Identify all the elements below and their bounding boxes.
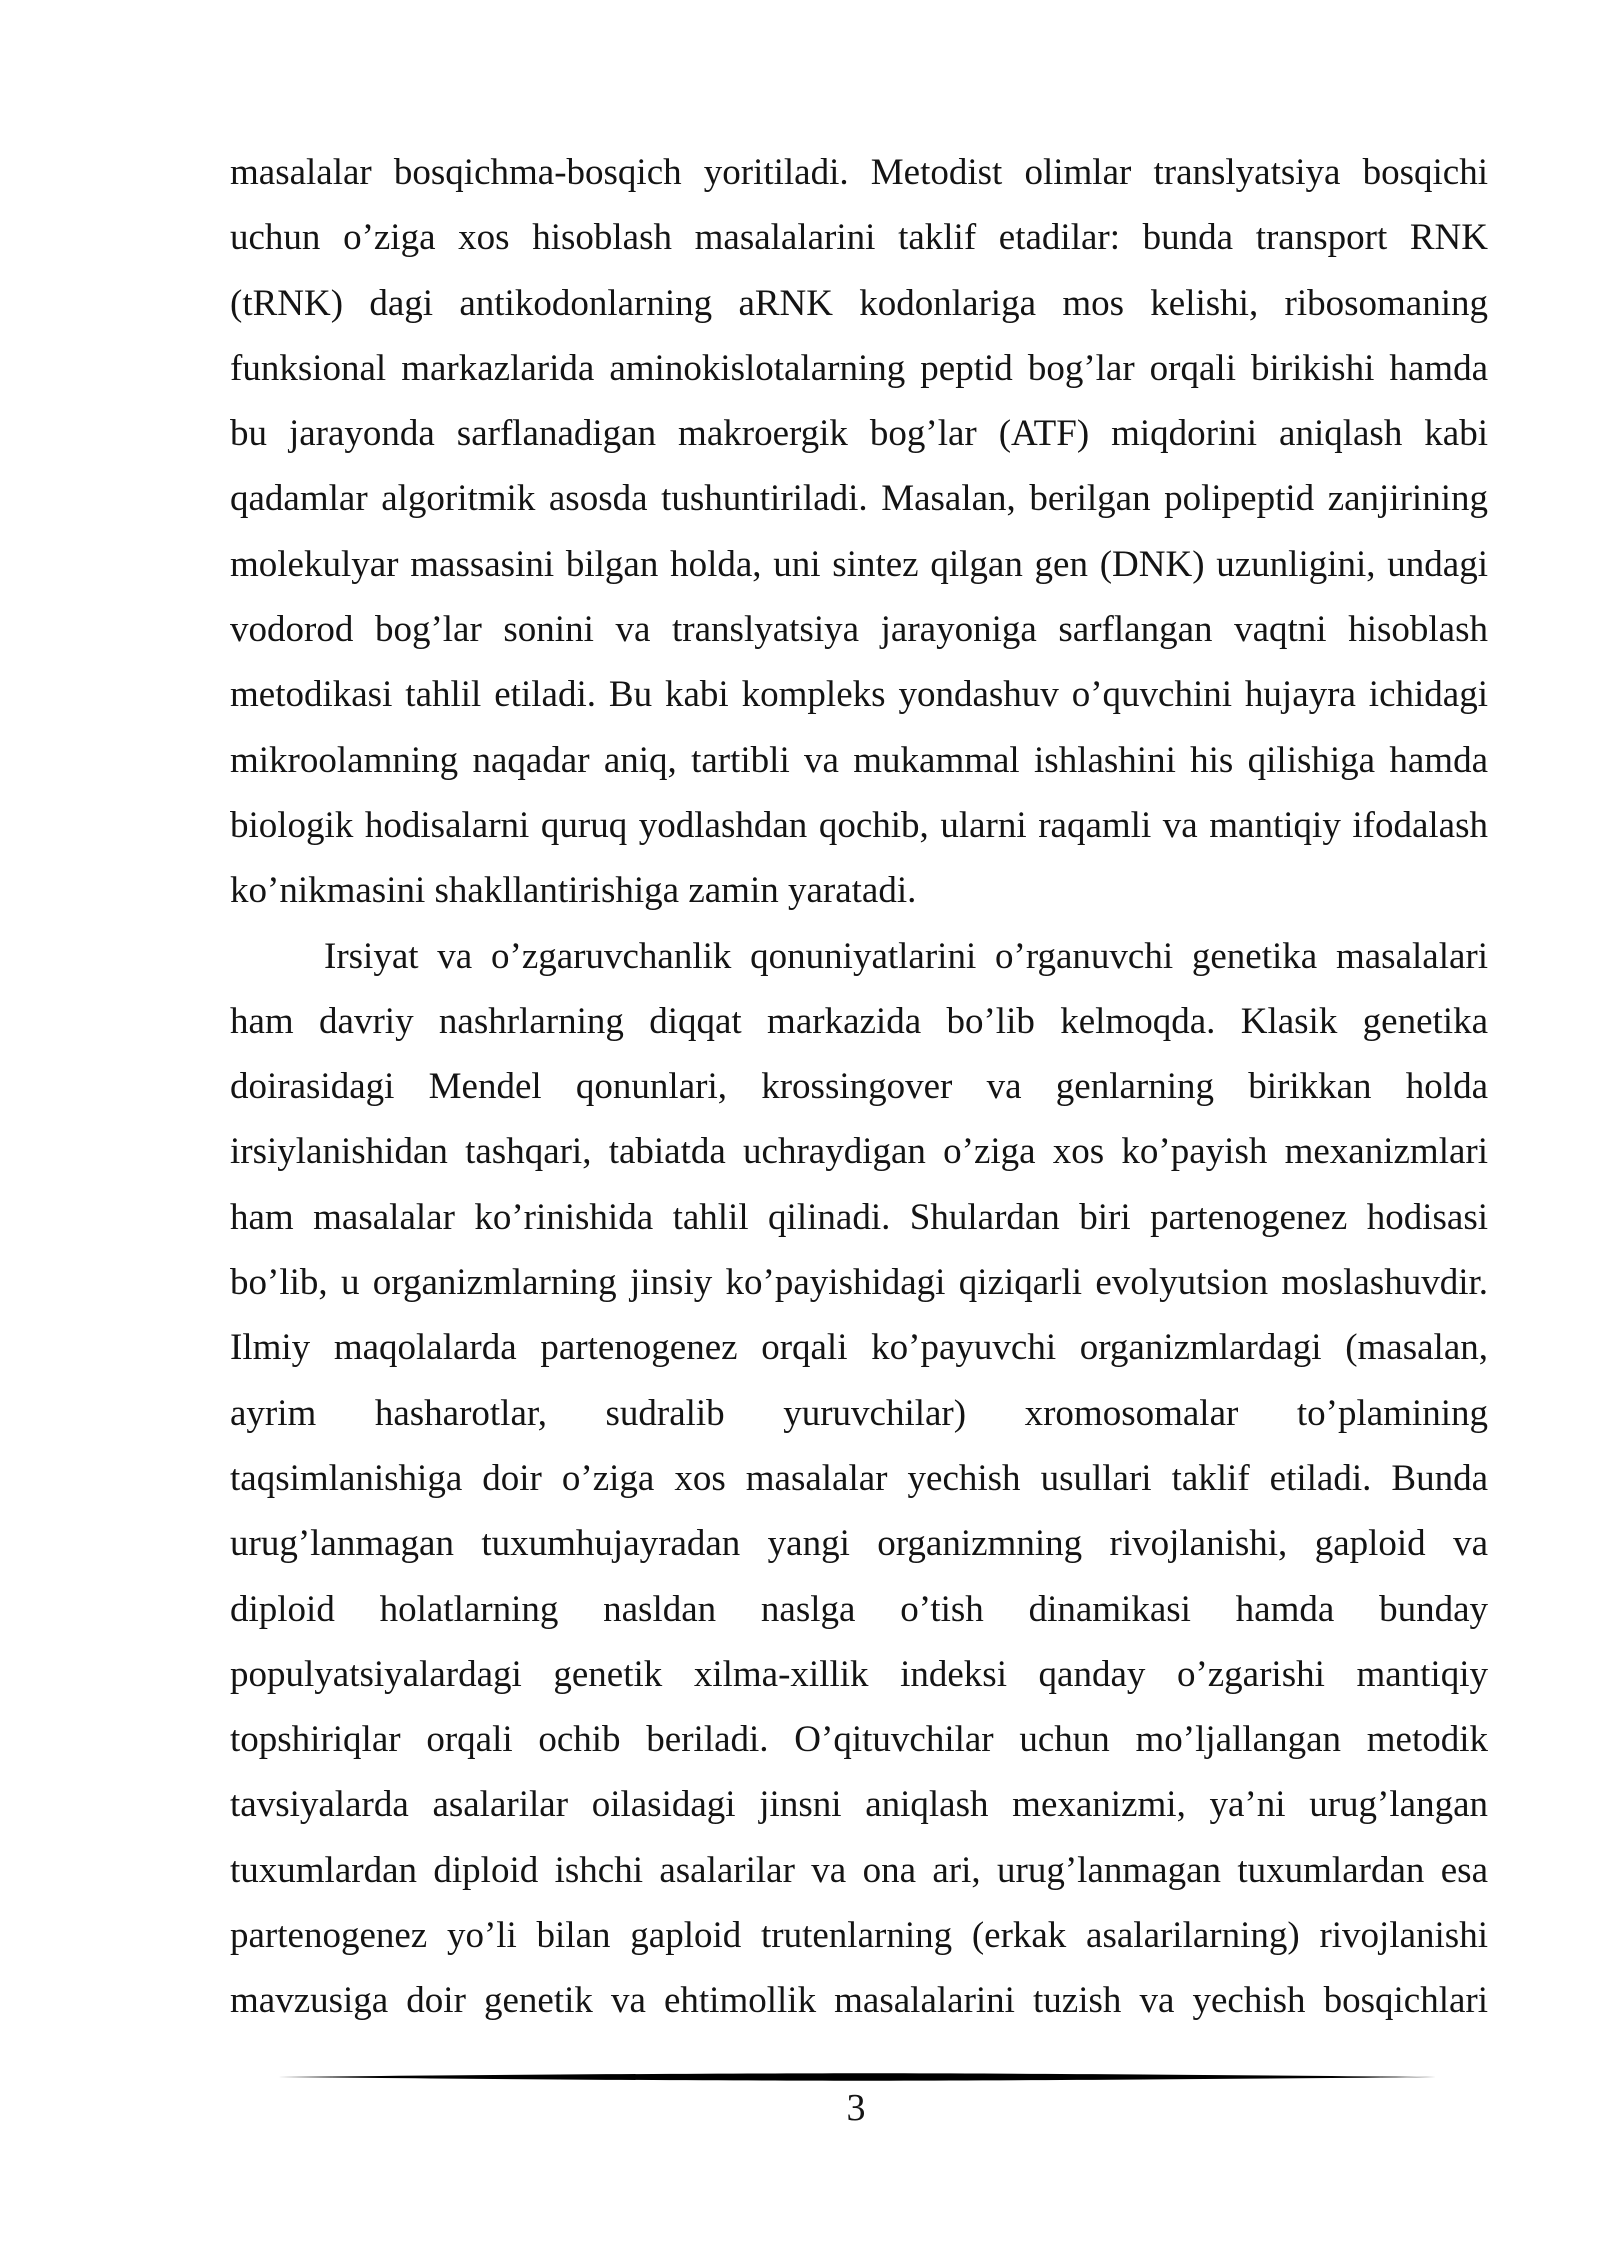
text-line: tavsiyalarda asalarilar oilasidagi jinsni aniqlash mexanizmi, ya’ni urug’langan xyxy=(230,1784,1488,1826)
paragraph-first-line: Irsiyat va o’zgaruvchanlik qonuniyatlarini o’rganuvchi genetika masalalari xyxy=(324,935,1488,977)
text-line: ham davriy nashrlarning diqqat markazida bo’lib kelmoqda. Klasik genetika xyxy=(230,1000,1488,1042)
text-line: qadamlar algoritmik asosda tushuntiriladi. Masalan, berilgan polipeptid zanjirining xyxy=(230,478,1488,520)
text-line: topshiriqlar orqali ochib beriladi. O’qituvchilar uchun mo’ljallangan metodik xyxy=(230,1719,1488,1761)
text-line: bu jarayonda sarflanadigan makroergik bog’lar (ATF) miqdorini aniqlash kabi xyxy=(230,413,1488,455)
text-line: irsiylanishidan tashqari, tabiatda uchraydigan o’ziga xos ko’payish mexanizmlari xyxy=(230,1131,1488,1173)
text-line: urug’lanmagan tuxumhujayradan yangi organizmning rivojlanishi, gaploid va xyxy=(230,1523,1488,1565)
text-line: masalalar bosqichma-bosqich yoritiladi. Metodist olimlar translyatsiya bosqichi xyxy=(230,152,1488,193)
text-line: mavzusiga doir genetik va ehtimollik masalalarini tuzish va yechish bosqichlari xyxy=(230,1980,1488,2022)
text-line: ayrim hasharotlar, sudralib yuruvchilar) xromosomalar to’plamining xyxy=(230,1392,1488,1434)
text-line: partenogenez yo’li bilan gaploid trutenlarning (erkak asalarilarning) rivojlanishi xyxy=(230,1915,1488,1957)
text-line: biologik hodisalarni quruq yodlashdan qochib, ularni raqamli va mantiqiy ifodalash xyxy=(230,804,1488,846)
footer-rule xyxy=(278,2070,1436,2084)
text-line: tuxumlardan diploid ishchi asalarilar va ona ari, urug’lanmagan tuxumlardan esa xyxy=(230,1849,1488,1891)
text-line: bo’lib, u organizmlarning jinsiy ko’payishidagi qiziqarli evolyutsion moslashuvdir. xyxy=(230,1262,1488,1304)
text-line: funksional markazlarida aminokislotalarning peptid bog’lar orqali birikishi hamda xyxy=(230,347,1488,389)
text-line: diploid holatlarning nasldan naslga o’tish dinamikasi hamda bunday xyxy=(230,1588,1488,1630)
text-line: populyatsiyalardagi genetik xilma-xillik indeksi qanday o’zgarishi mantiqiy xyxy=(230,1653,1488,1695)
text-line: uchun o’ziga xos hisoblash masalalarini taklif etadilar: bunda transport RNK xyxy=(230,217,1488,259)
text-line: doirasidagi Mendel qonunlari, krossingover va genlarning birikkan holda xyxy=(230,1066,1488,1108)
text-line: mikroolamning naqadar aniq, tartibli va mukammal ishlashini his qilishiga hamda xyxy=(230,739,1488,781)
text-line: molekulyar massasini bilgan holda, uni sintez qilgan gen (DNK) uzunligini, undagi xyxy=(230,543,1488,585)
text-line: metodikasi tahlil etiladi. Bu kabi kompleks yondashuv o’quvchini hujayra ichidagi xyxy=(230,674,1488,716)
text-line: taqsimlanishiga doir o’ziga xos masalalar yechish usullari taklif etiladi. Bunda xyxy=(230,1457,1488,1499)
text-line: Ilmiy maqolalarda partenogenez orqali ko’payuvchi organizmlardagi (masalan, xyxy=(230,1327,1488,1369)
text-line: (tRNK) dagi antikodonlarning aRNK kodonlariga mos kelishi, ribosomaning xyxy=(230,282,1488,324)
text-line: ko’nikmasini shakllantirishiga zamin yaratadi. xyxy=(230,870,917,912)
text-line: ham masalalar ko’rinishida tahlil qilinadi. Shulardan biri partenogenez hodisasi xyxy=(230,1196,1488,1238)
footer-rule-line xyxy=(278,2073,1436,2081)
text-line: vodorod bog’lar sonini va translyatsiya jarayoniga sarflangan vaqtni hisoblash xyxy=(230,609,1488,651)
page-number: 3 xyxy=(846,2087,866,2129)
body-text xyxy=(230,140,1488,2034)
